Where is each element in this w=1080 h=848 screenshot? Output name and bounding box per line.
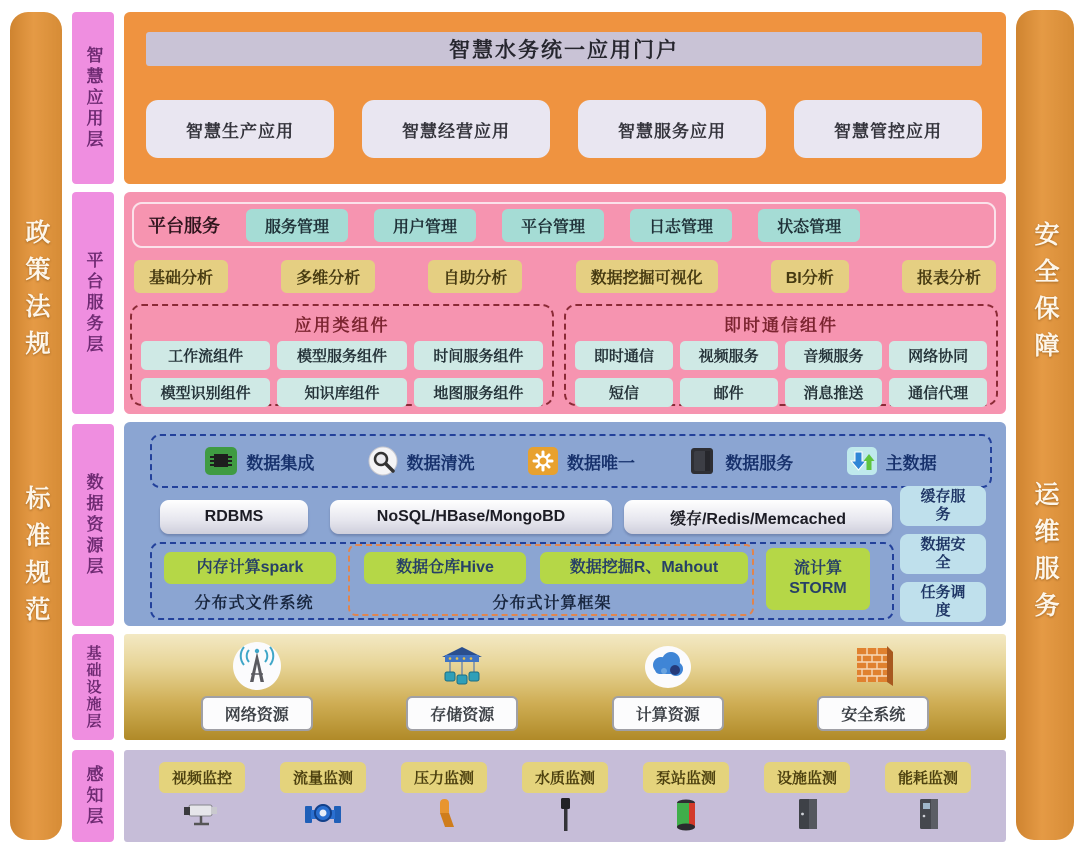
platform-service-layer: [124, 192, 1006, 414]
valve-icon: [303, 796, 343, 832]
water-quality-monitoring: [522, 762, 608, 842]
data-cleansing-label: 数据清洗: [406, 453, 475, 473]
workflow-component: 工作流组件: [141, 341, 270, 370]
layer-label-sensing-text: 感知层: [83, 764, 103, 828]
energy-monitoring-label: 能耗监测: [885, 762, 971, 793]
report-analysis: 报表分析: [902, 260, 996, 293]
policy-regulation-bar: [10, 12, 62, 840]
energy-monitoring: [885, 762, 971, 842]
datamining-visualization: 数据挖掘可视化: [576, 260, 718, 293]
platform-service-group: [132, 202, 996, 248]
im-components-group: [564, 304, 998, 406]
infrastructure-row: [124, 634, 1006, 740]
chip-icon: [205, 447, 237, 475]
app-control: 智慧管控应用: [794, 100, 982, 158]
cache-store: 缓存/Redis/Memcached: [624, 500, 892, 534]
security-assurance-label: 安全保障: [1031, 221, 1059, 369]
model-recognition-component: 模型识别组件: [141, 378, 270, 407]
magnifier-icon: [368, 446, 398, 476]
infrastructure-layer: [124, 634, 1006, 740]
model-service-component: 模型服务组件: [277, 341, 406, 370]
application-components-group: [130, 304, 554, 406]
facility-monitoring-label: 设施监测: [764, 762, 850, 793]
sensing-row: [124, 750, 1006, 842]
data-warehouse-hive: 数据仓库Hive: [364, 552, 526, 584]
video-service: 视频服务: [680, 341, 778, 370]
platform-service-label: 平台服务: [148, 216, 220, 236]
cabinet-icon: [787, 796, 827, 832]
network-collaboration: 网络协同: [889, 341, 987, 370]
policy-regulation-label: 政策法规: [22, 219, 50, 367]
application-layer: [124, 12, 1006, 184]
status-management: 状态管理: [758, 209, 860, 242]
data-uniqueness-label: 数据唯一: [566, 453, 635, 473]
layer-label-infrastructure-text: 基础设施层: [84, 644, 102, 730]
sms: 短信: [575, 378, 673, 407]
im-components-title: 即时通信组件: [724, 316, 838, 335]
knowledge-base-component: 知识库组件: [277, 378, 406, 407]
selfservice-analysis: 自助分析: [428, 260, 522, 293]
layer-label-data: [72, 424, 114, 626]
layer-label-application-text: 智慧应用层: [83, 45, 103, 151]
layer-label-platform: [72, 192, 114, 414]
basic-analysis: 基础分析: [134, 260, 228, 293]
data-integration: [205, 447, 314, 475]
meter-icon: [908, 796, 948, 832]
facility-monitoring: [764, 762, 850, 842]
bi-analysis: BI分析: [771, 260, 849, 293]
security-ops-bar: [1016, 10, 1074, 840]
data-service: [688, 446, 793, 476]
cache-service: 缓存服务: [900, 486, 986, 526]
data-governance-group: [150, 434, 992, 488]
layer-label-sensing: [72, 750, 114, 842]
pressure-monitoring-label: 压力监测: [401, 762, 487, 793]
distributed-computing-framework-label: 分布式计算框架: [492, 595, 612, 612]
computing-resource-label: 计算资源: [612, 696, 724, 731]
data-service-label: 数据服务: [725, 453, 794, 473]
task-scheduling: 任务调度: [900, 582, 986, 622]
distributed-computing-group: [150, 542, 894, 620]
data-security: 数据安全: [900, 534, 986, 574]
video-surveillance: [159, 762, 245, 842]
app-service: 智慧服务应用: [578, 100, 766, 158]
layer-label-infrastructure: [72, 634, 114, 740]
probe-icon: [545, 796, 585, 832]
layer-label-platform-text: 平台服务层: [83, 250, 103, 356]
arrows-icon: [847, 447, 877, 475]
data-resource-layer: [124, 422, 1006, 626]
network-resource-label: 网络资源: [201, 696, 313, 731]
camera-icon: [182, 796, 222, 832]
flow-monitoring-label: 流量监测: [280, 762, 366, 793]
rdbms-store: RDBMS: [160, 500, 308, 534]
user-management: 用户管理: [374, 209, 476, 242]
instant-messaging: 即时通信: [575, 341, 673, 370]
platform-management: 平台管理: [502, 209, 604, 242]
storage-resource-label: 存储资源: [406, 696, 518, 731]
email: 邮件: [680, 378, 778, 407]
nosql-store: NoSQL/HBase/MongoBD: [330, 500, 612, 534]
storage-icon: [436, 640, 488, 692]
sensing-layer: [124, 750, 1006, 842]
time-service-component: 时间服务组件: [414, 341, 543, 370]
pressure-icon: [424, 796, 464, 832]
security-system: [817, 640, 929, 731]
service-management: 服务管理: [246, 209, 348, 242]
pump-station-monitoring: [643, 762, 729, 842]
video-surveillance-label: 视频监控: [159, 762, 245, 793]
standard-spec-label: 标准规范: [22, 485, 50, 633]
distributed-file-system-label: 分布式文件系统: [194, 595, 314, 612]
ops-service-label: 运维服务: [1031, 481, 1059, 629]
computing-resource: [612, 640, 724, 731]
map-service-component: 地图服务组件: [414, 378, 543, 407]
cloud-icon: [642, 640, 694, 692]
application-components-title: 应用类组件: [294, 316, 390, 335]
master-data-label: 主数据: [885, 453, 937, 473]
security-system-label: 安全系统: [817, 696, 929, 731]
firewall-icon: [847, 640, 899, 692]
im-components-grid: [575, 341, 987, 407]
data-integration-label: 数据集成: [246, 453, 315, 473]
memory-computing-spark: 内存计算spark: [164, 552, 336, 584]
gear-icon: [528, 447, 558, 475]
water-quality-monitoring-label: 水质监测: [522, 762, 608, 793]
master-data: [847, 447, 937, 475]
portal-title: 智慧水务统一应用门户: [146, 32, 982, 66]
layer-label-application: [72, 12, 114, 184]
message-push: 消息推送: [785, 378, 883, 407]
network-resource: [201, 640, 313, 731]
log-management: 日志管理: [630, 209, 732, 242]
communication-proxy: 通信代理: [889, 378, 987, 407]
application-components-grid: [141, 341, 543, 407]
antenna-icon: [231, 640, 283, 692]
audio-service: 音频服务: [785, 341, 883, 370]
pressure-monitoring: [401, 762, 487, 842]
analysis-row: [134, 260, 996, 292]
app-production: 智慧生产应用: [146, 100, 334, 158]
multidim-analysis: 多维分析: [281, 260, 375, 293]
flow-monitoring: [280, 762, 366, 842]
storage-resource: [406, 640, 518, 731]
pump-icon: [666, 796, 706, 832]
data-uniqueness: [528, 447, 635, 475]
server-icon: [688, 446, 716, 476]
layer-label-data-text: 数据资源层: [83, 472, 103, 578]
pump-station-monitoring-label: 泵站监测: [643, 762, 729, 793]
data-cleansing: [368, 446, 475, 476]
app-buttons-row: [146, 100, 982, 158]
stream-computing-storm: 流计算STORM: [766, 548, 870, 610]
data-mining-r-mahout: 数据挖掘R、Mahout: [540, 552, 748, 584]
app-operation: 智慧经营应用: [362, 100, 550, 158]
